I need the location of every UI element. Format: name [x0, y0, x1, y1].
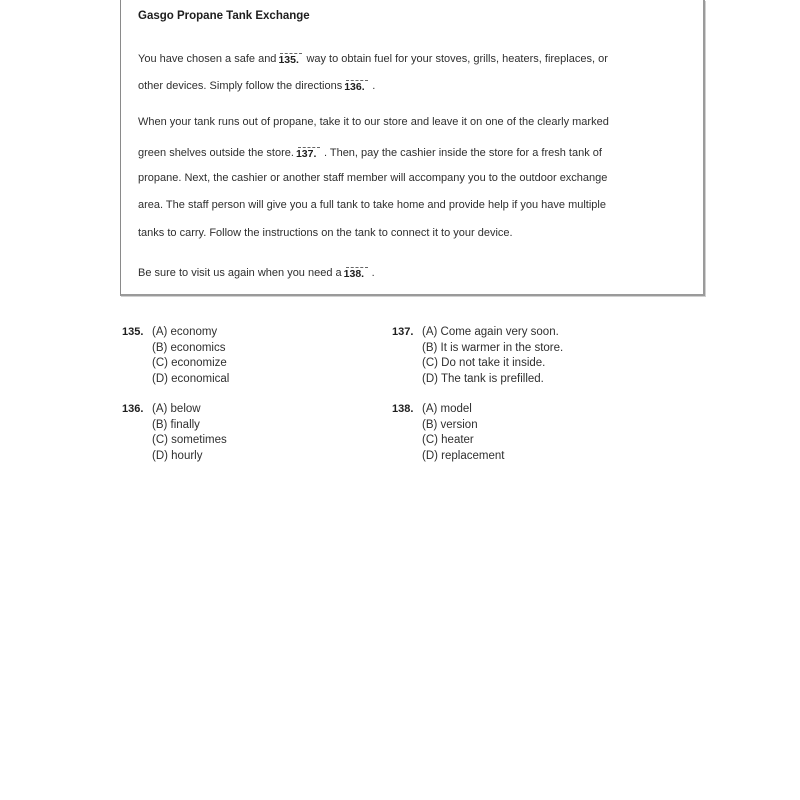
- passage-text: green shelves outside the store.: [138, 147, 294, 159]
- blank-number: 138.: [343, 268, 365, 280]
- passage-text: way to obtain fuel for your stoves, grills, heaters, fireplaces, or: [306, 53, 608, 65]
- option-c[interactable]: (C) heater: [422, 434, 474, 446]
- passage-text: . Then, pay the cashier inside the store for a fresh tank of: [323, 147, 602, 159]
- options-list: [152, 325, 229, 387]
- blank-number: 136.: [344, 81, 365, 93]
- passage-text: propane. Next, the cashier or another staff member will accompany you to the outdoor exchange: [138, 172, 608, 184]
- option-a[interactable]: (A) economy: [152, 326, 218, 338]
- passage-text: area. The staff person will give you a full tank to take home and provide help if you have multiple: [138, 199, 606, 211]
- option-d[interactable]: (D) economical: [152, 372, 230, 385]
- question-number: 138.: [392, 403, 414, 415]
- blank-135: [278, 50, 302, 66]
- blank-138: [343, 264, 368, 280]
- passage-line: [138, 116, 609, 128]
- blank-number: 135.: [278, 54, 299, 66]
- passage-line: [138, 199, 606, 211]
- option-a[interactable]: (A) Come again very soon.: [422, 326, 559, 338]
- option-a[interactable]: (A) below: [152, 403, 201, 415]
- passage-line: [138, 50, 608, 65]
- passage-line: [138, 227, 513, 239]
- question-number: 136.: [122, 403, 144, 415]
- question-number: 137.: [392, 326, 414, 338]
- passage-text: .: [371, 267, 375, 279]
- option-d[interactable]: (D) The tank is prefilled.: [422, 372, 544, 385]
- passage-text: Be sure to visit us again when you need a: [138, 267, 342, 279]
- options-list: [422, 325, 563, 387]
- option-b[interactable]: (B) It is warmer in the store.: [422, 341, 564, 354]
- blank-136: [344, 77, 368, 93]
- passage-line: [138, 172, 607, 184]
- option-d[interactable]: (D) replacement: [422, 449, 505, 462]
- passage-title: Gasgo Propane Tank Exchange: [138, 10, 310, 22]
- option-c[interactable]: (C) economize: [152, 357, 227, 369]
- options-list: [152, 402, 227, 464]
- options-list: [422, 402, 504, 464]
- option-b[interactable]: (B) economics: [152, 341, 226, 354]
- blank-137: [295, 144, 320, 160]
- option-c[interactable]: (C) sometimes: [152, 434, 227, 446]
- option-d[interactable]: (D) hourly: [152, 449, 203, 462]
- passage-line: [138, 77, 375, 92]
- passage-text: When your tank runs out of propane, take it to our store and leave it on one of the clearly marked: [138, 116, 609, 128]
- option-c[interactable]: (C) Do not take it inside.: [422, 357, 546, 369]
- option-a[interactable]: (A) model: [422, 403, 472, 415]
- question-number: 135.: [122, 326, 144, 338]
- option-b[interactable]: (B) finally: [152, 418, 200, 431]
- passage-text: You have chosen a safe and: [138, 53, 277, 65]
- blank-number: 137.: [295, 148, 317, 160]
- passage-text: .: [372, 80, 376, 92]
- option-b[interactable]: (B) version: [422, 418, 478, 431]
- passage-line: [138, 144, 602, 159]
- passage-line: [138, 264, 375, 279]
- passage-text: other devices. Simply follow the directions: [138, 80, 343, 92]
- passage-text: tanks to carry. Follow the instructions on the tank to connect it to your device.: [138, 227, 513, 239]
